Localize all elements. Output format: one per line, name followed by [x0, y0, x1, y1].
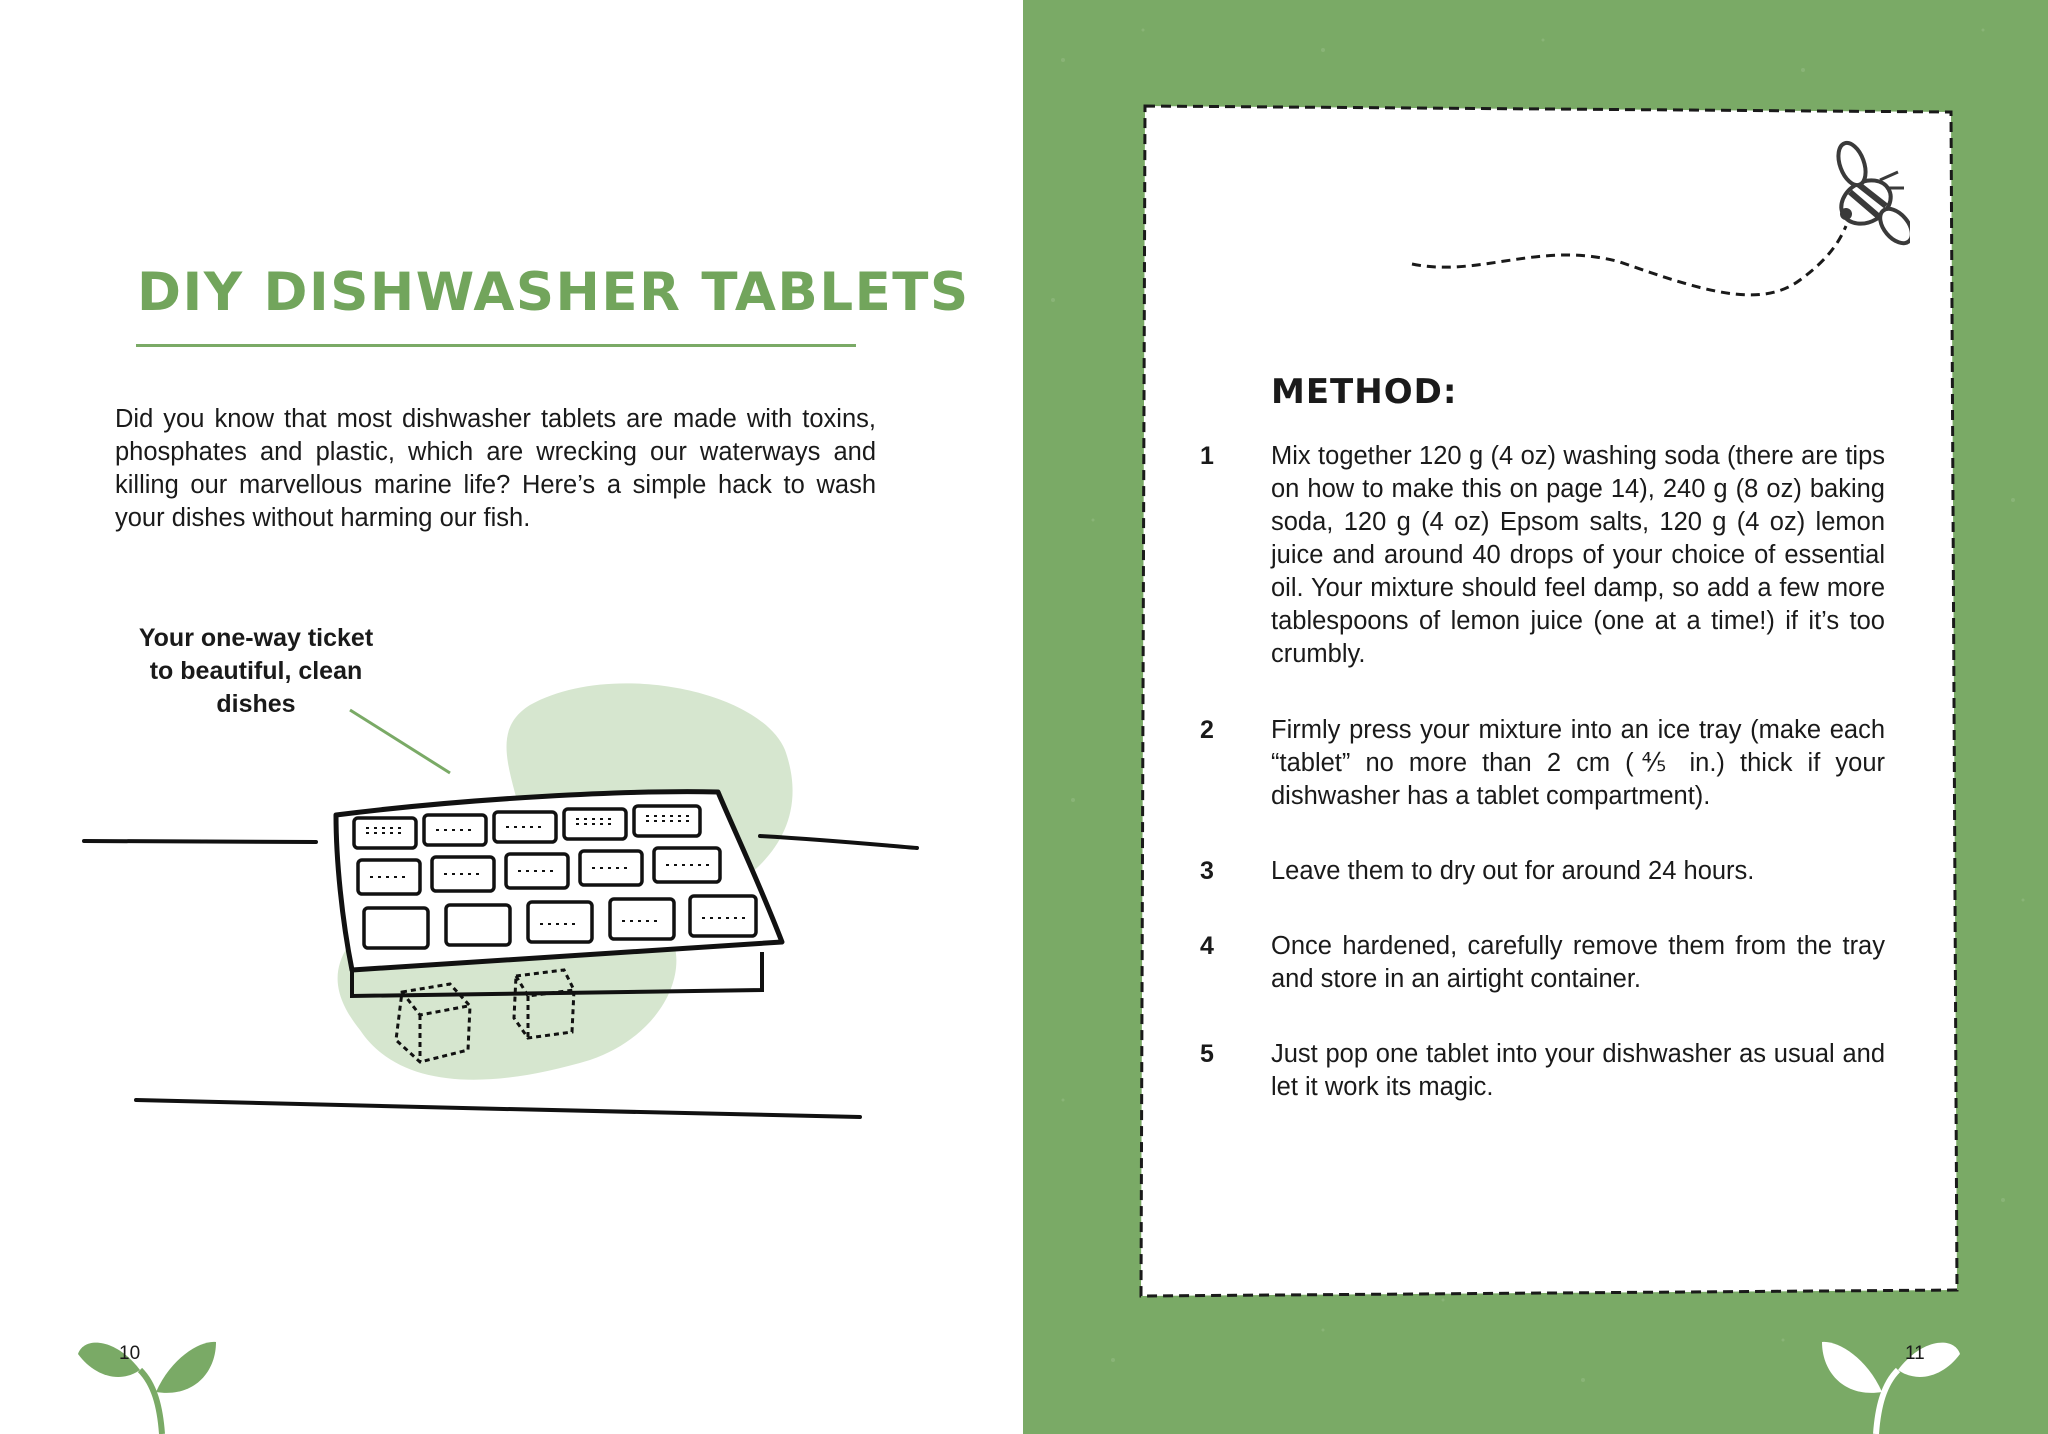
- page-number: 11: [1905, 1343, 1925, 1364]
- counter-line-back-right: [760, 836, 917, 848]
- seedling-icon: [76, 1326, 220, 1434]
- step-text: Once hardened, carefully remove them from the tray and store in an airtight container.: [1271, 932, 1885, 993]
- counter-line-back-left: [84, 841, 316, 842]
- bee-flight-path: [1412, 226, 1846, 295]
- tray-compartments: [354, 806, 756, 948]
- step-number: 5: [1200, 1040, 1214, 1068]
- seedling-icon: [1818, 1326, 1962, 1434]
- step-text: Firmly press your mixture into an ice tray (make each “tablet” no more than 2 cm (⅘ in.) thick if your dishwasher has a tablet compartment).: [1271, 716, 1885, 810]
- step-text: Leave them to dry out for around 24 hours.: [1271, 857, 1755, 885]
- illustration-caption: Your one-way ticket to beautiful, clean dishes: [138, 624, 374, 718]
- step-number: 1: [1200, 442, 1214, 470]
- left-page: [0, 0, 1023, 1434]
- page-number: 10: [119, 1343, 141, 1364]
- title-underline: [136, 344, 856, 347]
- method-heading: METHOD:: [1271, 372, 1458, 412]
- step-number: 4: [1200, 932, 1214, 960]
- intro-paragraph: Did you know that most dishwasher tablets are made with toxins, phosphates and plastic, which are wrecking our waterways and killing our marvellous marine life? Here’s a simple hack to wash your dishes without harming our fish.: [115, 405, 876, 532]
- bee-icon: [1400, 130, 1910, 310]
- step-number: 3: [1200, 857, 1214, 885]
- caption-pointer: [350, 710, 450, 773]
- ice-tray-illustration: [70, 670, 950, 1130]
- counter-line-front: [136, 1100, 860, 1117]
- step-text: Just pop one tablet into your dishwasher as usual and let it work its magic.: [1271, 1040, 1885, 1101]
- step-number: 2: [1200, 716, 1214, 744]
- page-title: DIY DISHWASHER TABLETS: [137, 262, 970, 323]
- step-text: Mix together 120 g (4 oz) washing soda (there are tips on how to make this on page 14), 240 g (8 oz) baking soda, 120 g (4 oz) Epsom salts, 120 g (4 oz) lemon juice and around 40 drops of your choice of essential oil. Your mixture should feel damp, so add a few more tablespoons of lemon juice (one at a time!) if it’s too crumbly.: [1271, 442, 1885, 668]
